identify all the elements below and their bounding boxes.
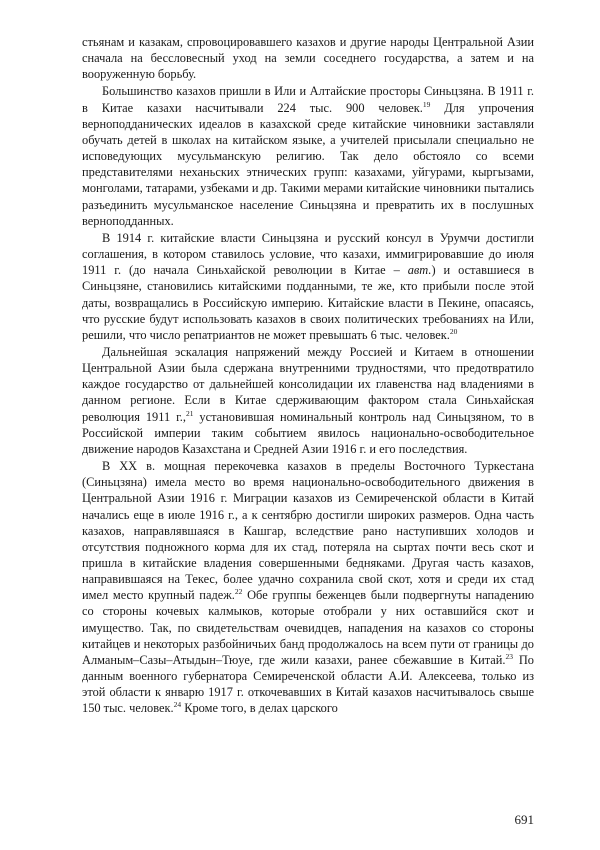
paragraph-1 — [82, 34, 534, 82]
footnote-marker: 24 — [173, 700, 182, 710]
paragraph-5 — [82, 458, 534, 717]
text-run: Дальнейшая эскалация напряжений между Россией и Китаем в отношении Центральной Азии была сдержана внутренними трудностями, что предотвратило каждое государство от дальнейшей консолидации их главенства над владениями в данном регионе. Если в Китае сдерживающим фактором стала Синьхайская революция 1911 г., — [82, 344, 534, 424]
text-run: Большинство казахов пришли в Или и Алтайские просторы Синьцзяна. В 1911 г. в Китае казахи насчитывали 224 тыс. 900 человек. — [82, 84, 534, 115]
italic-text: авт. — [407, 263, 432, 278]
text-run: По данным военного губернатора Семиреченской области А.И. Алексеева, только из этой области к январю 1917 г. откочевавших в Китай казахов насчитывалось свыше 150 тыс. человек. — [82, 652, 534, 716]
footnote-marker: 19 — [422, 99, 431, 109]
footnote-marker: 22 — [234, 587, 243, 597]
page-body — [82, 34, 534, 717]
text-run: В 1914 г. китайские власти Синьцзяна и русский консул в Урумчи достигли соглашения, в котором ставилось условие, что казахи, иммигрировавшие до июля 1911 г. (до начала Синьхайской революции в Китае – — [82, 230, 534, 278]
text-run: Для упрочения верноподданических идеалов в казахской среде китайские чиновники заставляли обучать детей в школах на китайском языке, а учителей присылали специально не исповедующих мусульманскую религию. Так дело обстояло со всеми представителями неханьских этнических групп: казахами, уйгурами, кыргызами, монголами, татарами, узбеками и др. Такими мерами китайские чиновники пытались разъединить мусульманское население Синьцзяна и превратить их в послушных верноподданных. — [82, 100, 535, 228]
paragraph-2 — [82, 83, 534, 228]
text-run: установившая номинальный контроль над Синьцзяном, то в Российской империи таким событием явилось национально-освободительное движение народов Казахстана и Средней Азии 1916 г. и его последствия. — [82, 409, 534, 456]
paragraph-3 — [82, 230, 534, 343]
footnote-marker: 21 — [185, 408, 194, 418]
text-run: ) и оставшиеся в Синьцзяне, становились китайскими подданными, те же, кто прибыли после этой даты, возвращались в Российскую империю. Китайские власти в Пекине, опасаясь, что русские будут использовать казахов в своих политических требованиях на Или, решили, что число репатриантов не может превышать 6 тыс. человек. — [82, 263, 534, 342]
page-number: 691 — [514, 812, 534, 827]
footnote-marker: 23 — [505, 651, 513, 661]
text-run: В XX в. мощная перекочевка казахов в пределы Восточного Туркестана (Синьцзяна) имела место во время национально-освободительного движения в Центральной Азии 1916 г. Миграции казахов из Семиреченской области в Китай начались еще в июле 1916 г., а к сентябрю достигли широких размеров. Одна часть казахов, направлявшаяся в Кашгар, вследствие рано наступивших холодов и отсутствия подножного корма для их стад, потеряла на сыртах почти весь скот и пришла в китайские владения совершенными бедняками. Другая часть казахов, направившаяся на Текес, более удачно сохранила свой скот, хотя и среди их стад имел место крупный падеж. — [82, 459, 534, 603]
text-run: стьянам и казакам, спровоцировавшего казахов и другие народы Центральной Азии сначала на бессловесный уход на земли соседнего государства, а затем и на вооруженную борьбу. — [82, 35, 534, 82]
text-run: Обе группы беженцев были подвергнуты нападению со стороны кочевых калмыков, которые отобрали у них оставшийся скот и имущество. Так, по свидетельствам очевидцев, нападения на казахов со стороны китайцев и некоторых разбойничьих банд продолжалось на всем пути от границы до Алманым–Сазы–Атыдын–Тюуе, где жили казахи, ранее сбежавшие в Китай. — [82, 588, 534, 667]
paragraph-4 — [82, 344, 534, 457]
text-run: Кроме того, в делах царского — [181, 701, 338, 716]
footnote-marker: 20 — [449, 326, 458, 336]
